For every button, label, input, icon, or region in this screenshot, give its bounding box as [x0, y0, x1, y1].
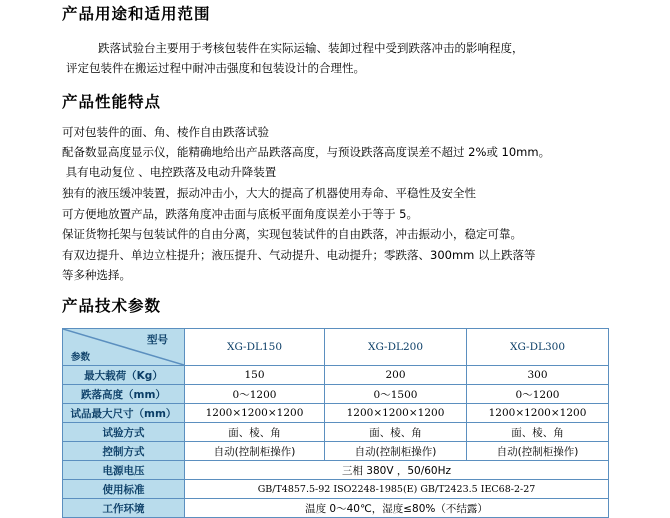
- power-value: 三相 380V ，50/60Hz: [185, 461, 609, 480]
- features-heading: 产品性能特点: [62, 93, 162, 111]
- model-cell: XG-DL150: [185, 329, 325, 366]
- row-label: 试品最大尺寸（mm）: [63, 404, 185, 423]
- table-row: [63, 404, 609, 423]
- spec-table: [62, 328, 609, 518]
- standard-value: GB/T4857.5-92 ISO2248-1985(E) GB/T2423.5 IEC68-2-27: [185, 480, 609, 499]
- header-corner-cell: [63, 329, 185, 366]
- environment-value: 温度 0～40℃，湿度≤80%（不结露）: [185, 499, 609, 518]
- row-label: 使用标准: [63, 480, 185, 499]
- header-model-label: 型号: [147, 334, 168, 346]
- table-cell: 0～1500: [325, 385, 467, 404]
- table-row: [63, 480, 609, 499]
- table-cell: 面、棱、角: [467, 423, 609, 442]
- table-cell: 150: [185, 366, 325, 385]
- feature-item: 可方便地放置产品，跌落角度冲击面与底板平面角度误差小于等于 5。: [62, 207, 418, 221]
- specs-heading: 产品技术参数: [62, 297, 162, 315]
- row-label: 控制方式: [63, 442, 185, 461]
- row-label: 试验方式: [63, 423, 185, 442]
- feature-item: 独有的液压缓冲装置，振动冲击小，大大的提高了机器使用寿命、平稳性及安全性: [62, 186, 476, 200]
- table-header-row: [63, 329, 609, 366]
- table-cell: 300: [467, 366, 609, 385]
- table-row: [63, 499, 609, 518]
- table-row: [63, 442, 609, 461]
- usage-heading: 产品用途和适用范围: [62, 5, 211, 23]
- model-cell: XG-DL300: [467, 329, 609, 366]
- table-cell: 面、棱、角: [325, 423, 467, 442]
- feature-item: 配备数显高度显示仪，能精确地给出产品跌落高度，与预设跌落高度误差不超过 2%或 10mm。: [62, 145, 551, 159]
- usage-line-1: 跌落试验台主要用于考核包装件在实际运输、装卸过程中受到跌落冲击的影响程度，: [98, 41, 524, 55]
- table-cell: 面、棱、角: [185, 423, 325, 442]
- table-cell: 1200×1200×1200: [467, 404, 609, 423]
- table-row: [63, 366, 609, 385]
- table-cell: 200: [325, 366, 467, 385]
- feature-item: 可对包装件的面、角、棱作自由跌落试验: [62, 125, 269, 139]
- usage-line-2: 评定包装件在搬运过程中耐冲击强度和包装设计的合理性。: [66, 61, 365, 75]
- table-row: [63, 423, 609, 442]
- row-label: 跌落高度（mm）: [63, 385, 185, 404]
- header-param-label: 参数: [71, 352, 91, 363]
- table-row: [63, 385, 609, 404]
- table-cell: 1200×1200×1200: [325, 404, 467, 423]
- table-cell: 1200×1200×1200: [185, 404, 325, 423]
- table-cell: 自动(控制柜操作): [185, 442, 325, 461]
- feature-item: 等多种选择。: [62, 268, 131, 282]
- feature-item: 保证货物托架与包装试件的自由分离，实现包装试件的自由跌落，冲击振动小，稳定可靠。: [62, 227, 522, 241]
- row-label: 工作环境: [63, 499, 185, 518]
- row-label: 电源电压: [63, 461, 185, 480]
- row-label: 最大载荷（Kg）: [63, 366, 185, 385]
- model-cell: XG-DL200: [325, 329, 467, 366]
- table-cell: 自动(控制柜操作): [325, 442, 467, 461]
- table-row: [63, 461, 609, 480]
- feature-item: 具有电动复位 、电控跌落及电动升降装置: [62, 165, 277, 179]
- table-cell: 0～1200: [467, 385, 609, 404]
- table-cell: 自动(控制柜操作): [467, 442, 609, 461]
- table-cell: 0～1200: [185, 385, 325, 404]
- feature-item: 有双边提升、单边立柱提升；液压提升、气动提升、电动提升；零跌落、300mm 以上跌落等: [62, 248, 536, 262]
